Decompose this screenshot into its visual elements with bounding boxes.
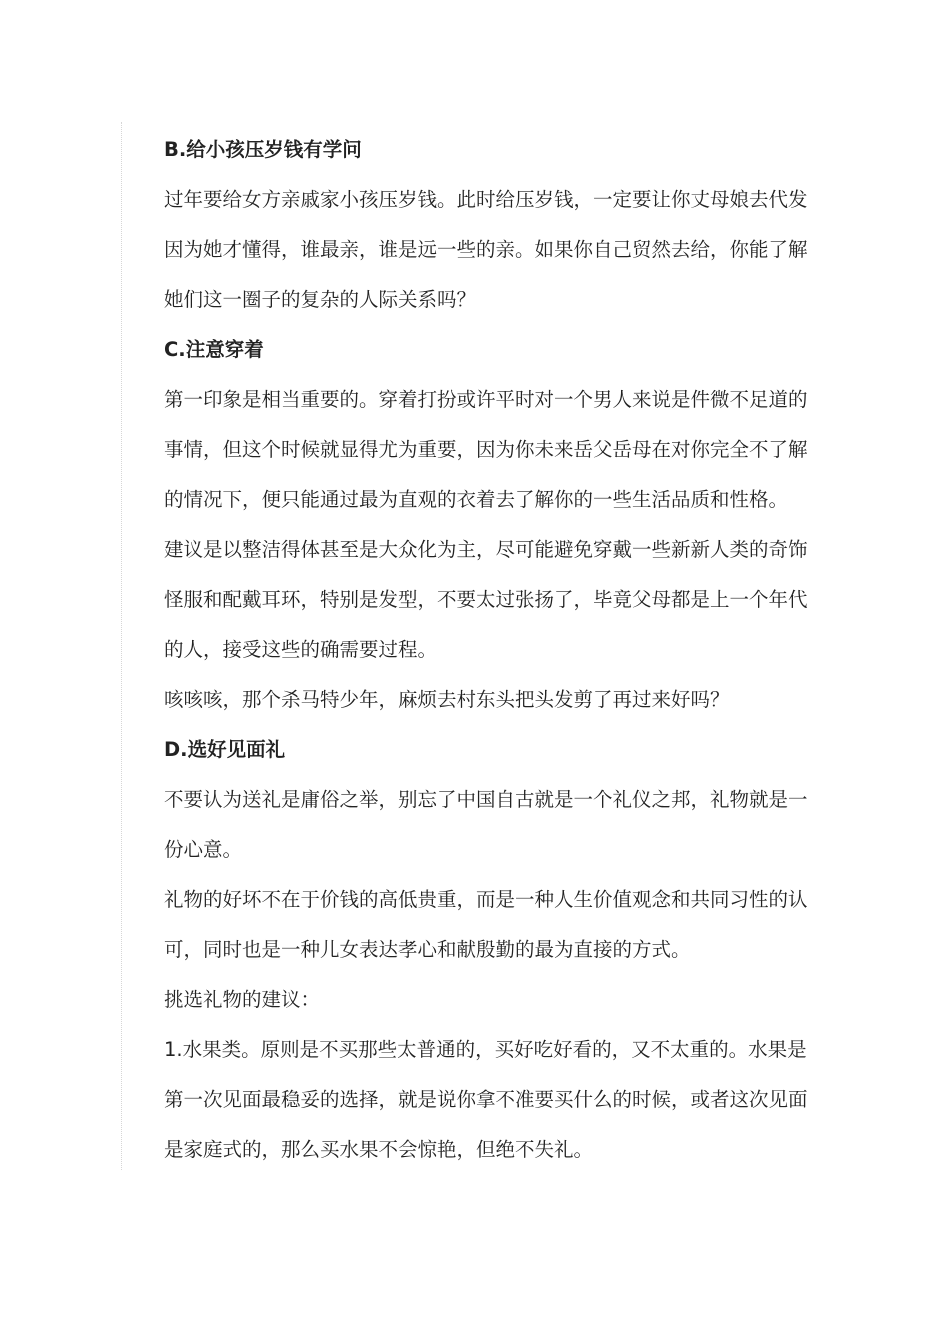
document-body	[164, 125, 824, 1175]
paragraph-line: 第一印象是相当重要的。穿着打扮或许平时对一个男人来说是件微不足道的	[164, 388, 808, 411]
section-heading: D.选好见面礼	[164, 738, 286, 761]
paragraph-line: 不要认为送礼是庸俗之举，别忘了中国自古就是一个礼仪之邦，礼物就是一	[164, 788, 808, 811]
paragraph-line: 礼物的好坏不在于价钱的高低贵重，而是一种人生价值观念和共同习性的认	[164, 888, 808, 911]
paragraph-line: 1.水果类。原则是不买那些太普通的，买好吃好看的，又不太重的。水果是	[164, 1038, 807, 1061]
section-heading: B.给小孩压岁钱有学问	[164, 138, 362, 161]
margin-rule	[121, 122, 122, 1170]
paragraph-line: 份心意。	[164, 838, 243, 861]
paragraph-line: 是家庭式的，那么买水果不会惊艳，但绝不失礼。	[164, 1138, 594, 1161]
paragraph-line: 建议是以整洁得体甚至是大众化为主，尽可能避免穿戴一些新新人类的奇饰	[164, 538, 808, 561]
paragraph-line: 怪服和配戴耳环，特别是发型，不要太过张扬了，毕竟父母都是上一个年代	[164, 588, 808, 611]
paragraph-line: 挑选礼物的建议：	[164, 988, 321, 1011]
paragraph-line: 的情况下，便只能通过最为直观的衣着去了解你的一些生活品质和性格。	[164, 488, 789, 511]
paragraph-line: 咳咳咳，那个杀马特少年，麻烦去村东头把头发剪了再过来好吗？	[164, 688, 730, 711]
paragraph-line: 第一次见面最稳妥的选择，就是说你拿不准要买什么的时候，或者这次见面	[164, 1088, 808, 1111]
paragraph-line: 她们这一圈子的复杂的人际关系吗？	[164, 288, 477, 311]
section-heading: C.注意穿着	[164, 338, 264, 361]
paragraph-line: 因为她才懂得，谁最亲，谁是远一些的亲。如果你自己贸然去给，你能了解	[164, 238, 808, 261]
paragraph-line: 过年要给女方亲戚家小孩压岁钱。此时给压岁钱，一定要让你丈母娘去代发	[164, 188, 808, 211]
paragraph-line: 可，同时也是一种儿女表达孝心和献殷勤的最为直接的方式。	[164, 938, 691, 961]
paragraph-line: 的人，接受这些的确需要过程。	[164, 638, 438, 661]
paragraph-line: 事情，但这个时候就显得尤为重要，因为你未来岳父岳母在对你完全不了解	[164, 438, 808, 461]
